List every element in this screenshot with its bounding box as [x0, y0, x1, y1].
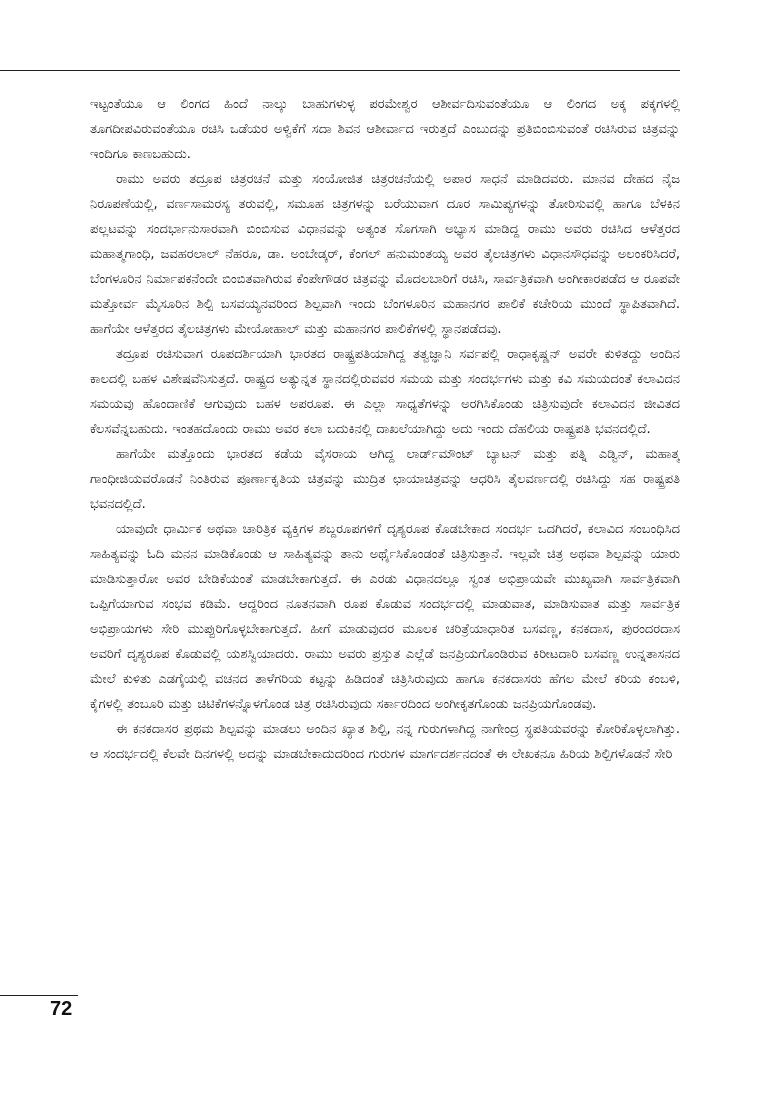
paragraph: ಹಾಗೆಯೇ ಮತ್ತೊಂದು ಭಾರತದ ಕಡೆಯ ವೈಸರಾಯ ಆಗಿದ್ದ ಲಾರ್ಡ್‌ಮೌಂಟ್ ಬ್ಯಾಟನ್ ಮತ್ತು ಪತ್ನಿ ಎಡ್ವಿನ್, ಮಹಾತ್ಮ ಗಾಂಧೀಜಿಯವರೊಡನೆ ನಿಂತಿರುವ ಪೂರ್ಣಾಕೃತಿಯ ಚಿತ್ರವನ್ನು ಮುದ್ರಿತ ಛಾಯಾಚಿತ್ರವನ್ನು ಆಧರಿಸಿ ತೈಲವರ್ಣದಲ್ಲಿ ರಚಿಸಿದ್ದು ಸಹ ರಾಷ್ಟ್ರಪತಿ ಭವನದಲ್ಲಿದೆ. [90, 447, 680, 512]
paragraph: ಯಾವುದೇ ಧಾರ್ಮಿಕ ಅಥವಾ ಚಾರಿತ್ರಿಕ ವ್ಯಕ್ತಿಗಳ ಶಬ್ದರೂಪಗಳಿಗೆ ದೃಶ್ಯರೂಪ ಕೊಡಬೇಕಾದ ಸಂದರ್ಭ ಒದಗಿದರೆ, ಕಲಾವಿದ ಸಂಬಂಧಿಸಿದ ಸಾಹಿತ್ಯವನ್ನು ಓದಿ ಮನನ ಮಾಡಿಕೊಂಡು ಆ ಸಾಹಿತ್ಯವನ್ನು ತಾನು ಅರ್ಥೈಸಿಕೊಂಡಂತೆ ಚಿತ್ರಿಸುತ್ತಾನೆ. ಇಲ್ಲವೇ ಚಿತ್ರ ಅಥವಾ ಶಿಲ್ಪವನ್ನು ಯಾರು ಮಾಡಿಸುತ್ತಾರೋ ಅವರ ಬೇಡಿಕೆಯಂತೆ ಮಾಡಬೇಕಾಗುತ್ತದೆ. ಈ ಎರಡು ವಿಧಾನದಲ್ಲೂ ಸ್ವಂತ ಅಭಿಪ್ರಾಯವೇ ಮುಖ್ಯವಾಗಿ ಸಾರ್ವತ್ರಿಕವಾಗಿ ಒಪ್ಪಿಗೆಯಾಗುವ ಸಂಭವ ಕಡಿಮೆ. ಆದ್ದರಿಂದ ನೂತನವಾಗಿ ರೂಪ ಕೊಡುವ ಸಂದರ್ಭದಲ್ಲಿ ಮಾಡುವಾತ, ಮಾಡಿಸುವಾತ ಮತ್ತು ಸಾರ್ವತ್ರಿಕ ಅಭಿಪ್ರಾಯಗಳು ಸೇರಿ ಮುಪ್ಪುರಿಗೊಳ್ಳಬೇಕಾಗುತ್ತದೆ. ಹೀಗೆ ಮಾಡುವುದರ ಮೂಲಕ ಚರಿತ್ರೆಯಾಧಾರಿತ ಬಸವಣ್ಣ, ಕನಕದಾಸ, ಪುರಂದರದಾಸ ಅವರಿಗೆ ದೃಶ್ಯರೂಪ ಕೊಡುವಲ್ಲಿ ಯಶಸ್ವಿಯಾದರು. ರಾಮು ಅವರು ಪ್ರಸ್ತುತ ಎಲ್ಲೆಡೆ ಜನಪ್ರಿಯಗೊಂಡಿರುವ ಕಿರೀಟದಾರಿ ಬಸವಣ್ಣ ಉನ್ನತಾಸನದ ಮೇಲೆ ಕುಳಿತು ಎಡಗೈಯಲ್ಲಿ ವಚನದ ತಾಳೆಗರಿಯ ಕಟ್ಟನ್ನು ಹಿಡಿದಂತೆ ಚಿತ್ರಿಸಿರುವುದು ಹಾಗೂ ಕನಕದಾಸರು ಹೆಗಲ ಮೇಲೆ ಕರಿಯ ಕಂಬಳಿ, ಕೈಗಳಲ್ಲಿ ತಂಬೂರಿ ಮತ್ತು ಚಿಟಿಕೆಗಳನ್ನೊಳಗೊಂಡ ಚಿತ್ರ ರಚಿಸಿರುವುದು ಸರ್ಕಾರದಿಂದ ಅಂಗೀಕೃತಗೊಂಡು ಜನಪ್ರಿಯಗೊಂಡವು. [90, 522, 680, 712]
footer-rule [0, 995, 78, 996]
header-rule [0, 70, 680, 71]
page-number: 72 [50, 998, 73, 1020]
paragraph: ತದ್ರೂಪ ರಚಿಸುವಾಗ ರೂಪದರ್ಶಿಯಾಗಿ ಭಾರತದ ರಾಷ್ಟ್ರಪತಿಯಾಗಿದ್ದ ತತ್ವಜ್ಞಾನಿ ಸರ್ವಪಲ್ಲಿ ರಾಧಾಕೃಷ್ಣನ್ ಅವರೇ ಕುಳಿತದ್ದು ಅಂದಿನ ಕಾಲದಲ್ಲಿ ಬಹಳ ವಿಶೇಷವೆನಿಸುತ್ತದೆ. ರಾಷ್ಟ್ರದ ಅತ್ಯುನ್ನತ ಸ್ಥಾನದಲ್ಲಿರುವವರ ಸಮಯ ಮತ್ತು ಸಂದರ್ಭಗಳು ಮತ್ತು ಕವಿ ಸಮಯದಂತೆ ಕಲಾವಿದನ ಸಮಯವು ಹೊಂದಾಣಿಕೆ ಆಗುವುದು ಬಹಳ ಅಪರೂಪ. ಈ ಎಲ್ಲಾ ಸಾಧ್ಯತೆಗಳನ್ನು ಅರಗಿಸಿಕೊಂಡು ಚಿತ್ರಿಸುವುದೇ ಕಲಾವಿದನ ಜೀವಿತದ ಕೆಲಸವೆನ್ನಬಹುದು. ಇಂತಹದೊಂದು ರಾಮು ಅವರ ಕಲಾ ಬದುಕಿನಲ್ಲಿ ದಾಖಲೆಯಾಗಿದ್ದು ಅದು ಇಂದು ದೆಹಲಿಯ ರಾಷ್ಟ್ರಪತಿ ಭವನದಲ್ಲಿದೆ. [90, 347, 680, 437]
paragraph: ರಾಮು ಅವರು ತದ್ರೂಪ ಚಿತ್ರರಚನೆ ಮತ್ತು ಸಂಯೋಜಿತ ಚಿತ್ರರಚನೆಯಲ್ಲಿ ಅಪಾರ ಸಾಧನೆ ಮಾಡಿದವರು. ಮಾನವ ದೇಹದ ನೈಜ ನಿರೂಪಣೆಯಲ್ಲಿ, ವರ್ಣಸಾಮರಸ್ಯ ತರುವಲ್ಲಿ, ಸಮೂಹ ಚಿತ್ರಗಳನ್ನು ಬರೆಯುವಾಗ ದೂರ ಸಾಮಿಪ್ಯಗಳನ್ನು ತೋರಿಸುವಲ್ಲಿ ಹಾಗೂ ಬೆಳಕಿನ ಪಲ್ಲಟವನ್ನು ಸಂದರ್ಭಾನುಸಾರವಾಗಿ ಬಿಂಬಿಸುವ ವಿಧಾನವನ್ನು ಅತ್ಯಂತ ಸೊಗಸಾಗಿ ಅಭ್ಯಾಸ ಮಾಡಿದ್ದ ರಾಮು ಅವರು ರಚಿಸಿದ ಆಳೆತ್ತರದ ಮಹಾತ್ಮಗಾಂಧಿ, ಜವಹರಲಾಲ್ ನೆಹರೂ, ಡಾ. ಅಂಬೇಡ್ಕರ್, ಕೆಂಗಲ್ ಹನುಮಂತಯ್ಯ ಅವರ ತೈಲಚಿತ್ರಗಳು ವಿಧಾನಸೌಧವನ್ನು ಅಲಂಕರಿಸಿದರೆ, ಬೆಂಗಳೂರಿನ ನಿರ್ಮಾಪಕನೆಂದೇ ಬಿಂಬಿತವಾಗಿರುವ ಕೆಂಪೇಗೌಡರ ಚಿತ್ರವನ್ನು ಮೊದಲಬಾರಿಗೆ ರಚಿಸಿ, ಸಾರ್ವತ್ರಿಕವಾಗಿ ಅಂಗೀಕಾರಪಡೆದ ಆ ರೂಪವೇ ಮತ್ತೋರ್ವ ಮೈಸೂರಿನ ಶಿಲ್ಪಿ ಬಸವಯ್ಯನವರಿಂದ ಶಿಲ್ಪವಾಗಿ ಇಂದು ಬೆಂಗಳೂರಿನ ಮಹಾನಗರ ಪಾಲಿಕೆ ಕಚೇರಿಯ ಮುಂದೆ ಸ್ಥಾಪಿತವಾಗಿದೆ. ಹಾಗೆಯೇ ಆಳೆತ್ತರದ ತೈಲಚಿತ್ರಗಳು ಮೇಯೋಹಾಲ್ ಮತ್ತು ಮಹಾನಗರ ಪಾಲಿಕೆಗಳಲ್ಲಿ ಸ್ಥಾನಪಡೆದವು. [90, 172, 680, 337]
paragraph: ಇಟ್ಟಂತೆಯೂ ಆ ಲಿಂಗದ ಹಿಂದೆ ನಾಲ್ಕು ಬಾಹುಗಳುಳ್ಳ ಪರಮೇಶ್ವರ ಆಶೀರ್ವದಿಸುವಂತೆಯೂ ಆ ಲಿಂಗದ ಅಕ್ಕ ಪಕ್ಕಗಳಲ್ಲಿ ತೂಗದೀಪವಿರುವಂತೆಯೂ ರಚಿಸಿ ಒಡೆಯರ ಅಳ್ವಿಕೆಗೆ ಸದಾ ಶಿವನ ಆಶೀರ್ವಾದ ಇರುತ್ತದೆ ಎಂಬುದನ್ನು ಪ್ರತಿಬಿಂಬಿಸುವಂತೆ ರಚಿಸಿರುವ ಚಿತ್ರವನ್ನು ಇಂದಿಗೂ ಕಾಣಬಹುದು. [90, 97, 680, 162]
paragraph: ಈ ಕನಕದಾಸರ ಪ್ರಥಮ ಶಿಲ್ಪವನ್ನು ಮಾಡಲು ಅಂದಿನ ಖ್ಯಾತ ಶಿಲ್ಪಿ, ನನ್ನ ಗುರುಗಳಾಗಿದ್ದ ನಾಗೇಂದ್ರ ಸ್ಥಪತಿಯವರನ್ನು ಕೋರಿಕೊಳ್ಳಲಾಗಿತ್ತು. ಆ ಸಂದರ್ಭದಲ್ಲಿ ಕೆಲವೇ ದಿನಗಳಲ್ಲಿ ಅದನ್ನು ಮಾಡಬೇಕಾದುದರಿಂದ ಗುರುಗಳ ಮಾರ್ಗದರ್ಶನದಂತೆ ಈ ಲೇಖಕನೂ ಹಿರಿಯ ಶಿಲ್ಪಿಗಳೊಡನೆ ಸೇರಿ [90, 722, 680, 762]
body-text [90, 92, 680, 1002]
